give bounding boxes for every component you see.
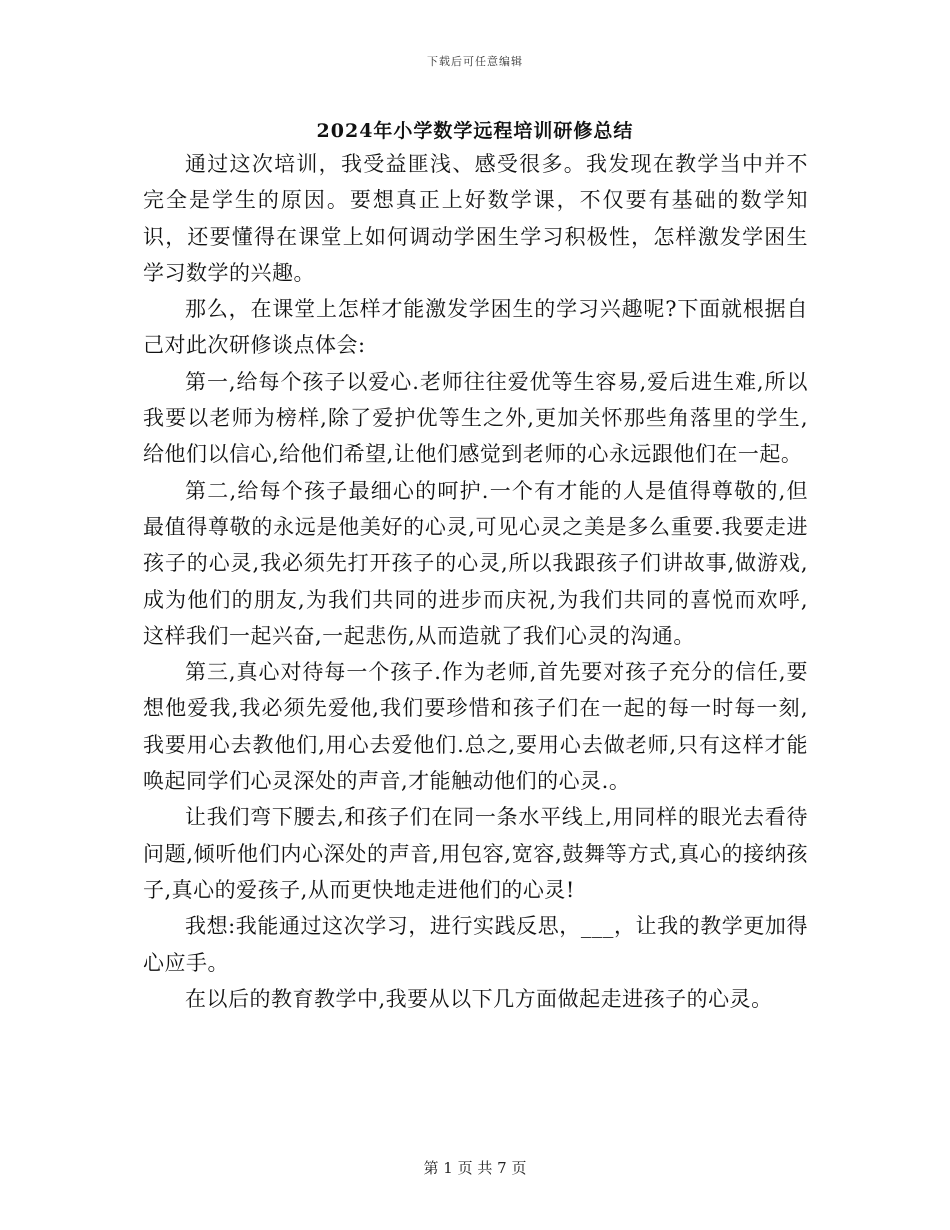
document-title: 2024年小学数学远程培训研修总结 [316, 120, 634, 142]
paragraph: 我想:我能通过这次学习，进行实践反思，___，让我的教学更加得心应手。 [143, 914, 808, 975]
paragraph: 通过这次培训，我受益匪浅、感受很多。我发现在教学当中并不完全是学生的原因。要想真正上好数学课，不仅要有基础的数学知识，还要懂得在课堂上如何调动学困生学习积极性，怎样激发学困生学习数学的兴趣。 [143, 152, 808, 285]
page-number-footer: 第 1 页 共 7 页 [423, 1159, 527, 1177]
paragraph: 让我们弯下腰去,和孩子们在同一条水平线上,用同样的眼光去看待问题,倾听他们内心深处的声音,用包容,宽容,鼓舞等方式,真心的接纳孩子,真心的爱孩子,从而更快地走进他们的心灵! [143, 805, 808, 902]
document-body [143, 146, 808, 1017]
paragraph: 第三,真心对待每一个孩子.作为老师,首先要对孩子充分的信任,要想他爱我,我必须先爱他,我们要珍惜和孩子们在一起的每一时每一刻,我要用心去教他们,用心去爱他们.总之,要用心去做老师,只有这样才能唤起同学们心灵深处的声音,才能触动他们的心灵.。 [143, 660, 808, 794]
paragraph: 那么，在课堂上怎样才能激发学困生的学习兴趣呢?下面就根据自己对此次研修谈点体会: [143, 297, 808, 358]
header-note: 下载后可任意编辑 [427, 55, 523, 68]
paragraph: 第一,给每个孩子以爱心.老师往往爱优等生容易,爱后进生难,所以我要以老师为榜样,除了爱护优等生之外,更加关怀那些角落里的学生,给他们以信心,给他们希望,让他们感觉到老师的心永远跟他们在一起。 [143, 369, 808, 467]
paragraph: 在以后的教育教学中,我要从以下几方面做起走进孩子的心灵。 [185, 986, 773, 1011]
paragraph: 第二,给每个孩子最细心的呵护.一个有才能的人是值得尊敬的,但最值得尊敬的永远是他美好的心灵,可见心灵之美是多么重要.我要走进孩子的心灵,我必须先打开孩子的心灵,所以我跟孩子们讲故事,做游戏,成为他们的朋友,为我们共同的进步而庆祝,为我们共同的喜悦而欢呼,这样我们一起兴奋,一起悲伤,从而造就了我们心灵的沟通。 [143, 478, 808, 648]
